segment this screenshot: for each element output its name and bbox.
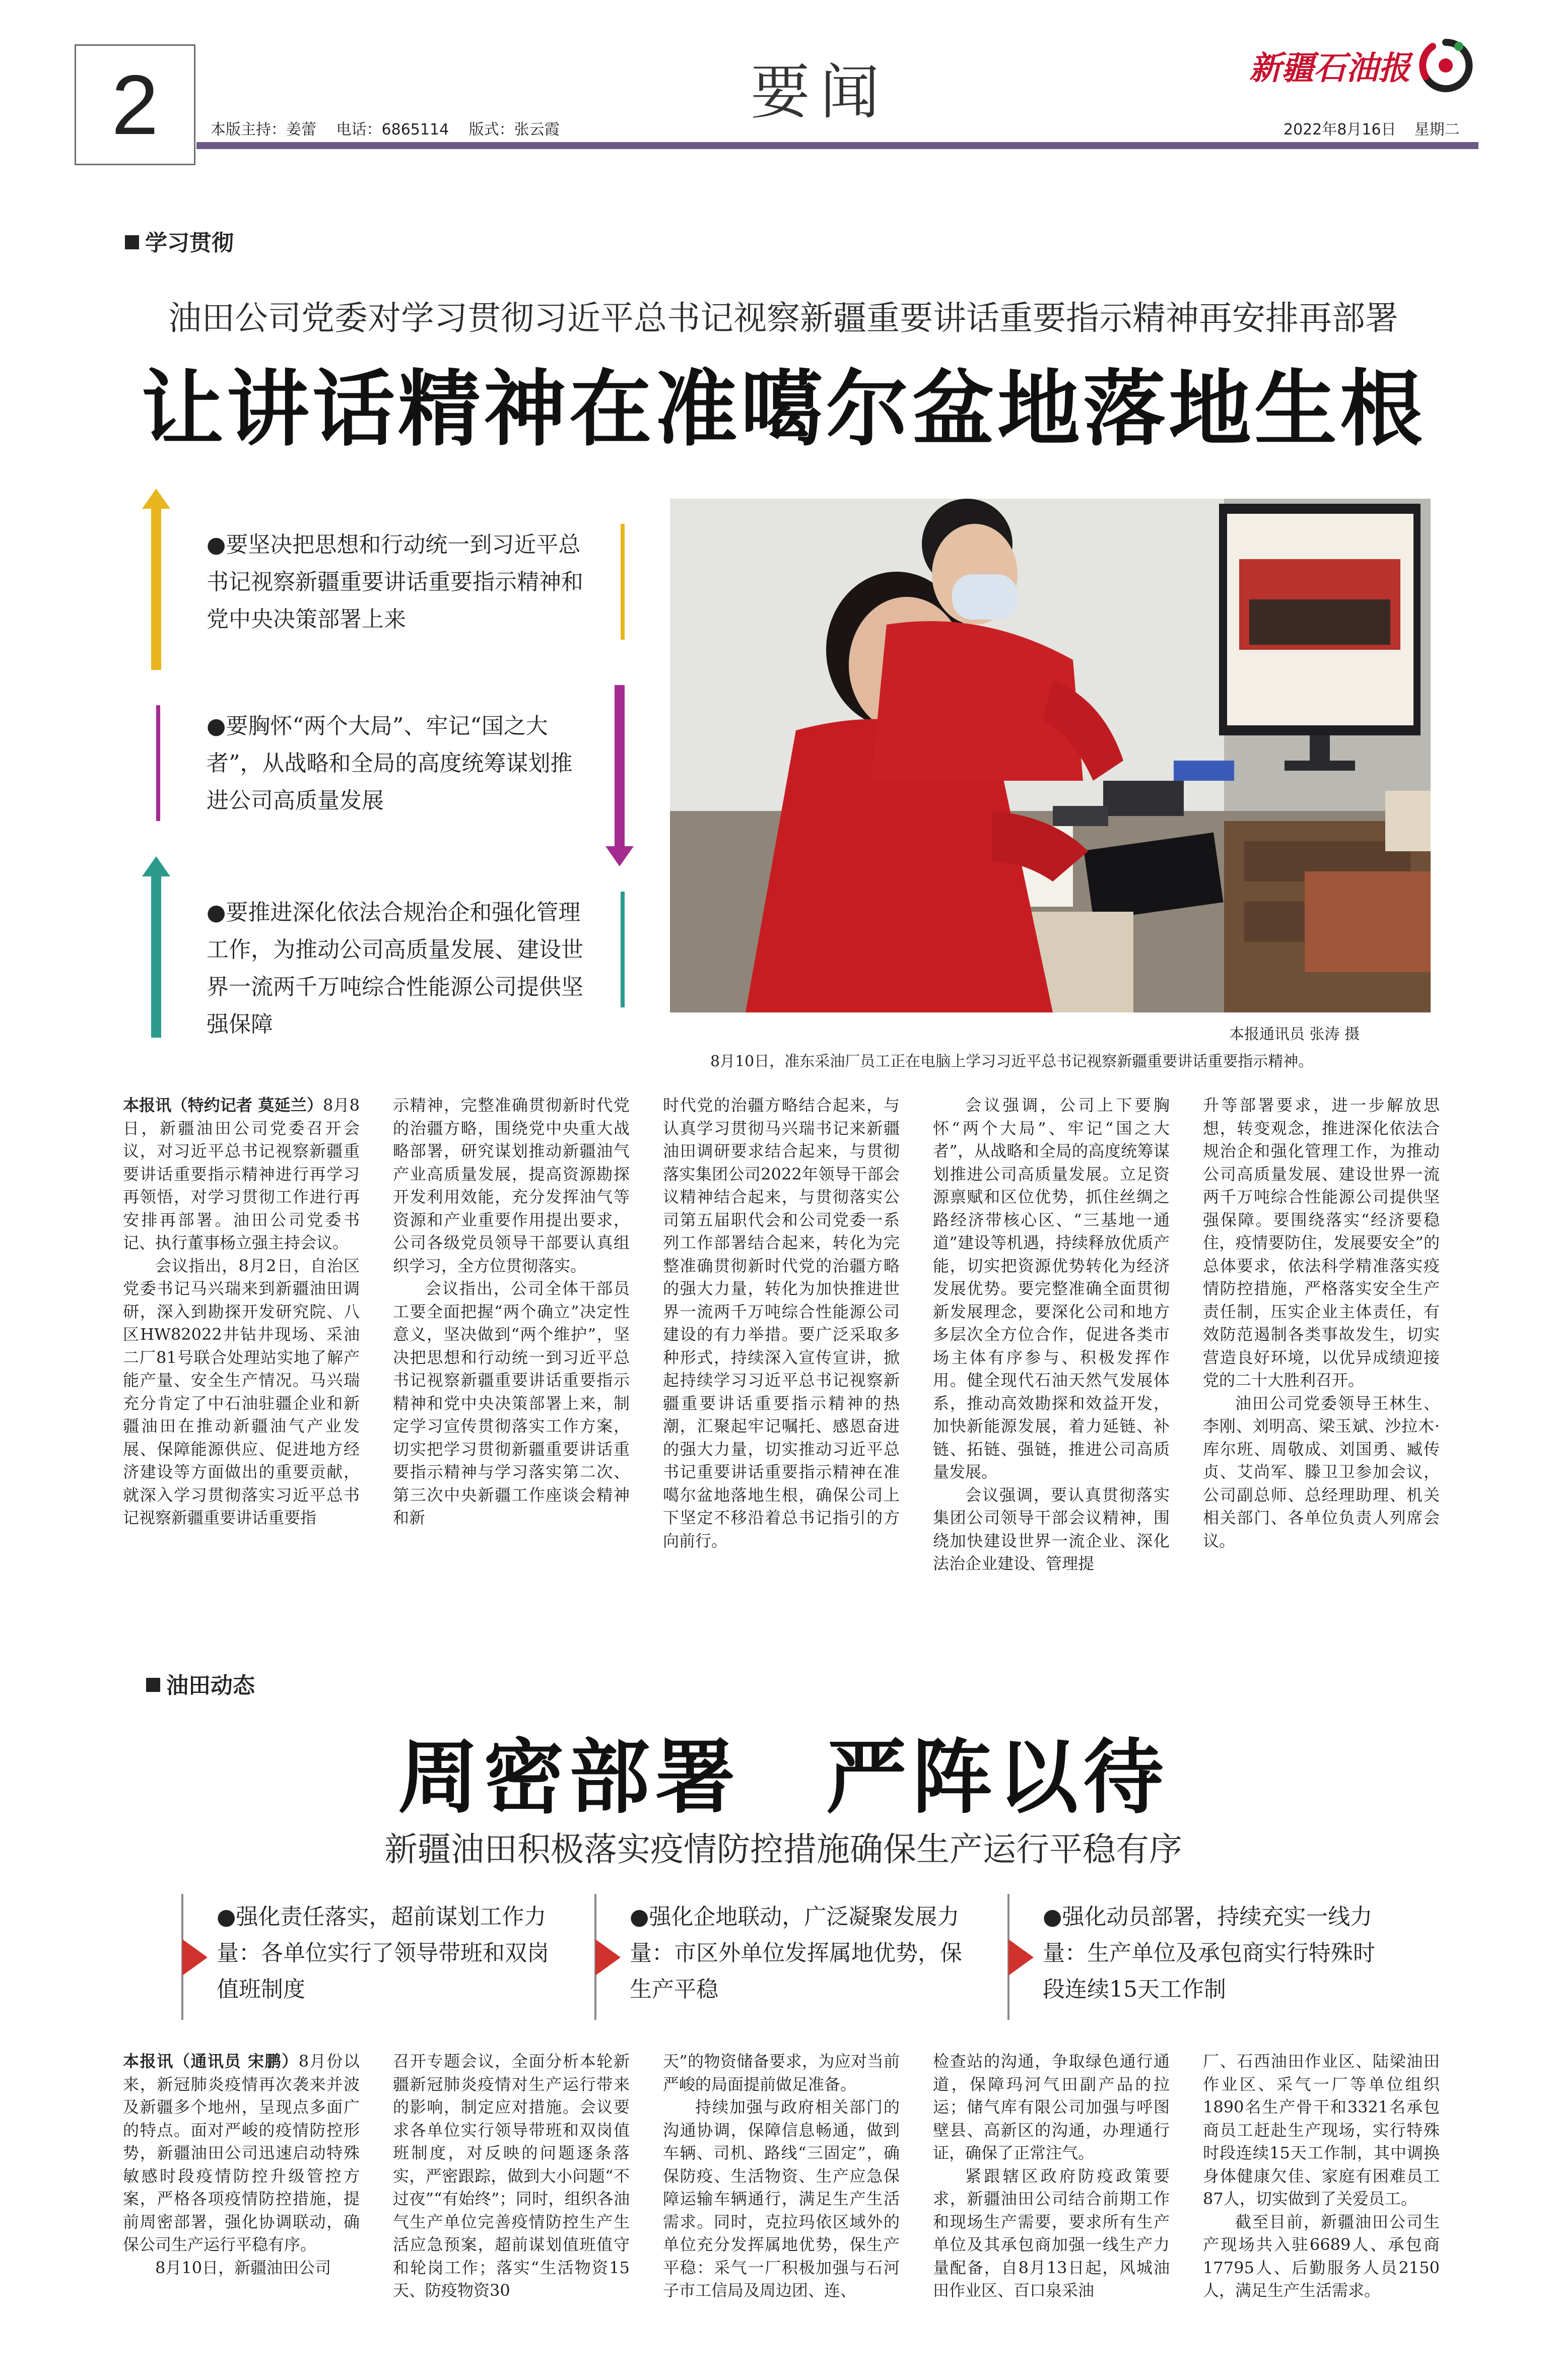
article1-paragraph: 本报讯（特约记者 莫延兰）8月8日，新疆油田公司党委召开会议，对习近平总书记视察新疆重要讲话重要指示精神进行再学习再领悟，对学习贯彻工作进行再安排再部署。油田公司党委书记、执行董事杨立强主持会议。 (123, 1096, 360, 1252)
article1-paragraph: 升等部署要求，进一步解放思想，转变观念，推进深化依法合规治企和强化管理工作，为推动公司高质量发展、建设世界一流两千万吨综合性能源公司提供坚强保障。要围绕落实“经济要稳住，疫情要防住，发展要安全”的总体要求，依法科学精准落实疫情防控措施，严格落实安全生产责任制，压实企业主体责任，有效防范遏制各类事故发生，切实营造良好环境，以优异成绩迎接党的二十大胜利召开。 (1203, 1096, 1440, 1390)
issue-date: 2022年8月16日 (1284, 121, 1396, 139)
highlight-1-arrow-icon (142, 489, 170, 509)
article2-headline: 周密部署 严阵以待 (397, 1730, 1169, 1824)
article2-highlight-2 (584, 1894, 997, 2020)
article1-paragraph: 会议指出，8月2日，自治区党委书记马兴瑞来到新疆油田调研，深入到勘探开发研究院、八区HW82022井钻井现场、采油二厂81号联合处理站实地了解产能产量、安全生产情况。马兴瑞充分肯定了中石油驻疆企业和新疆油田在推动新疆油气产业发展、保障能源供应、促进地方经济建设等方面做出的重要贡献，就深入学习贯彻落实习近平总书记视察新疆重要讲话重要指 (123, 1256, 360, 1527)
article1-photo (670, 499, 1431, 1012)
header-info (211, 117, 575, 139)
article1-column-4 (933, 1094, 1170, 1576)
highlight-3-side-bar (621, 892, 625, 1007)
highlight-2-bar (615, 685, 625, 851)
article2-highlight-3 (997, 1894, 1410, 2020)
paper-name: 新疆石油报 (1249, 49, 1410, 87)
section-label-oilfield-news: 油田动态 (146, 1667, 255, 1699)
triangle-arrow-icon (182, 1939, 208, 1976)
article2-paragraph: 本报讯（通讯员 宋鹏）8月份以来，新冠肺炎疫情再次袭来并波及新疆多个地州，呈现点多面广的特点。面对严峻的疫情防控形势，新疆油田公司迅速启动特殊敏感时段疫情防控升级管控方案，严格各项疫情防控措施，提前周密部署，强化协调联动，确保公司生产运行平稳有序。 (123, 2052, 360, 2254)
article1-kicker: 油田公司党委对学习贯彻习近平总书记视察新疆重要讲话重要指示精神再安排再部署 (168, 299, 1398, 337)
article1-column-3 (663, 1094, 900, 1552)
article2-column-4 (933, 2050, 1170, 2302)
article2-paragraph: 召开专题会议，全面分析本轮新疆新冠肺炎疫情对生产运行带来的影响，制定应对措施。会议要求各单位实行领导带班和双岗值班制度，对反映的问题逐条落实，严密跟踪，做到大小问题“不过夜”“有始终”；同时，组织各油气生产单位完善疫情防控生产生活应急预案，超前谋划值班值守和轮岗工作；落实“生活物资15天、防疫物资30 (393, 2052, 630, 2300)
article1-paragraph: 会议强调，要认真贯彻落实集团公司领导干部会议精神，围绕加快建设世界一流企业、深化法治企业建设、管理提 (933, 1485, 1170, 1573)
article2-paragraph: 紧跟辖区政府防疫政策要求，新疆油田公司结合前期工作和现场生产需要，要求所有生产单位及其承包商加强一线生产力量配备，自8月13日起，风城油田作业区、百口泉采油 (933, 2166, 1170, 2300)
highlight-3-arrow-icon (142, 856, 170, 876)
article2-highlight-3-text: ●强化动员部署，持续充实一线力量：生产单位及承包商实行特殊时段连续15天工作制 (1043, 1904, 1375, 2002)
article2-paragraph: 8月10日，新疆油田公司 (155, 2258, 331, 2277)
article2-column-3 (663, 2050, 900, 2302)
article1-paragraph: 示精神，完整准确贯彻新时代党的治疆方略，围绕党中央重大战略部署，研究谋划推动新疆油气产业高质量发展，提高资源勘探开发利用效能，充分发挥油气等资源和产业重要作用提出要求，公司各级党员领导干部要认真组织学习，全方位贯彻落实。 (393, 1096, 630, 1275)
highlight-3-text: ●要推进深化依法合规治企和强化管理工作，为推动公司高质量发展、建设世界一流两千万吨综合性能源公司提供坚强保障 (207, 900, 583, 1037)
article1-column-5 (1203, 1094, 1440, 1552)
article2-paragraph: 截至目前，新疆油田公司生产现场共入驻6689人、承包商17795人、后勤服务人员2150人，满足生产生活需求。 (1203, 2212, 1440, 2300)
article1-paragraph: 油田公司党委领导王林生、李刚、刘明高、梁玉斌、沙拉木·库尔班、周敬成、刘国勇、臧传贞、艾尚军、滕卫卫参加会议，公司副总师、总经理助理、机关相关部门、各单位负责人列席会议。 (1203, 1393, 1440, 1550)
article1-column-2 (393, 1094, 630, 1530)
logo-emblem-icon (1415, 35, 1476, 96)
host-label: 本版主持：姜蕾 (211, 121, 316, 139)
office-scene-illustration (670, 499, 1431, 1012)
article1-paragraph: 会议强调，公司上下要胸怀“两个大局”、牢记“国之大者”，从战略和全局的高度统筹谋划推进公司高质量发展。立足资源禀赋和区位优势，抓住丝绸之路经济带核心区、“三基地一通道”建设等机遇，持续释放优质产能，切实把资源优势转化为经济发展优势。要完整准确全面贯彻新发展理念，要深化公司和地方多层次全方位合作，促进各类市场主体有序参与、积极发挥作用。健全现代石油天然气发展体系，推动高效勘探和效益开发，加快新能源发展，着力延链、补链、拓链、强链，推进公司高质量发展。 (933, 1096, 1170, 1481)
article2-column-2 (393, 2050, 630, 2302)
article1-headline: 让讲话精神在准噶尔盆地落地生根 (141, 361, 1426, 457)
article1-lead: 本报讯（特约记者 莫延兰） (123, 1096, 323, 1115)
section-title: 要闻 (751, 57, 890, 127)
article2-highlight-1 (171, 1894, 584, 2020)
article2-column-5 (1203, 2050, 1440, 2302)
highlight-2-arrow-icon (605, 846, 634, 866)
section-label-study: 学习贯彻 (125, 225, 234, 257)
highlight-3-bar (151, 871, 161, 1038)
article2-subhead: 新疆油田积极落实疫情防控措施确保生产运行平稳有序 (384, 1830, 1182, 1869)
page-number-box (75, 44, 195, 165)
layout-label: 版式：张云霞 (468, 121, 560, 139)
article2-paragraph: 厂、石西油田作业区、陆梁油田作业区、采气一厂等单位组织1890名生产骨干和3321名承包商员工赶赴生产现场，实行特殊时段连续15天工作制，其中调换身体健康欠佳、家庭有困难员工87人，切实做到了关爱员工。 (1203, 2052, 1440, 2208)
issue-weekday: 星期二 (1414, 121, 1460, 139)
photo-caption: 8月10日，准东采油厂员工正在电脑上学习习近平总书记视察新疆重要讲话重要指示精神。 (710, 1053, 1314, 1070)
page-number: 2 (111, 57, 159, 152)
highlight-1-side-bar (621, 524, 625, 640)
triangle-arrow-icon (595, 1939, 621, 1976)
highlight-3 (151, 871, 625, 1038)
article2-paragraph: 持续加强与政府相关部门的沟通协调，保障信息畅通，做到车辆、司机、路线“三固定”，确保防疫、生活物资、生产应急保障运输车辆通行，满足生产生活需求。同时，克拉玛依区域外的单位充分发挥属地优势，保生产平稳：采气一厂积极加强与石河子市工信局及周边团、连、 (663, 2097, 900, 2300)
triangle-arrow-icon (1008, 1939, 1034, 1976)
article2-lead: 本报讯（通讯员 宋鹏） (123, 2052, 299, 2071)
header-date (1284, 117, 1460, 139)
photo-credit: 本报通讯员 张涛 摄 (1229, 1026, 1360, 1043)
highlight-2 (151, 685, 625, 851)
article2-highlight-1-text: ●强化责任落实，超前谋划工作力量：各单位实行了领导带班和双岗值班制度 (217, 1904, 549, 2002)
highlight-2-side-bar (156, 705, 160, 821)
article1-column-1 (123, 1094, 360, 1530)
article2-paragraph: 天”的物资储备要求，为应对当前严峻的局面提前做足准备。 (663, 2052, 900, 2094)
highlight-1-text: ●要坚决把思想和行动统一到习近平总书记视察新疆重要讲话重要指示精神和党中央决策部署上来 (207, 532, 583, 632)
article2-paragraph: 检查站的沟通，争取绿色通行通道，保障玛河气田副产品的拉运；储气库有限公司加强与呼图壁县、高新区的沟通，办理通行证，确保了正常注气。 (933, 2052, 1170, 2162)
article1-paragraph: 时代党的治疆方略结合起来，与认真学习贯彻马兴瑞书记来新疆油田调研要求结合起来，与贯彻落实集团公司2022年领导干部会议精神结合起来，与贯彻落实公司第五届职代会和公司党委一系列工作部署结合起来，转化为完整准确贯彻新时代党的治疆方略的强大力量，转化为加快推进世界一流两千万吨综合性能源公司建设的有力举措。要广泛采取多种形式，持续深入宣传宣讲，掀起持续学习习近平总书记视察新疆重要讲话重要指示精神的热潮，汇聚起牢记嘱托、感恩奋进的强大力量，切实推动习近平总书记重要讲话重要指示精神在准噶尔盆地落地生根，确保公司上下坚定不移沿着总书记指引的方向前行。 (663, 1096, 900, 1550)
header-rule (196, 142, 1478, 149)
article1-paragraph: 会议指出，公司全体干部员工要全面把握“两个确立”决定性意义，坚决做到“两个维护”，坚决把思想和行动统一到习近平总书记视察新疆重要讲话重要指示精神和党中央决策部署上来，制定学习宣传贯彻落实工作方案，切实把学习贯彻新疆重要讲话重要指示精神与学习落实第二次、第三次中央新疆工作座谈会精神和新 (393, 1279, 630, 1527)
highlight-2-text: ●要胸怀“两个大局”、牢记“国之大者”，从战略和全局的高度统筹谋划推进公司高质量发展 (207, 713, 573, 813)
article2-column-1 (123, 2050, 360, 2279)
article2-highlight-2-text: ●强化企地联动，广泛凝聚发展力量：市区外单位发挥属地优势，保生产平稳 (630, 1904, 962, 2002)
highlight-1-bar (151, 504, 161, 670)
highlight-1 (151, 504, 625, 670)
phone-label: 电话：6865114 (336, 121, 449, 139)
newspaper-logo (1249, 35, 1476, 96)
